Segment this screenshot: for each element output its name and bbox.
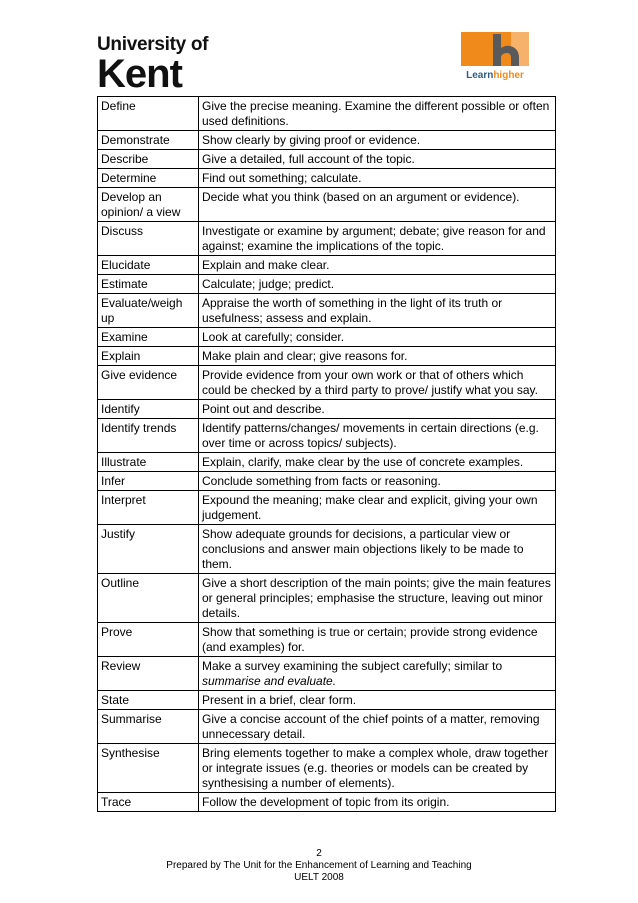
table-row bbox=[98, 623, 556, 657]
term-cell: Describe bbox=[98, 150, 199, 169]
definition-cell bbox=[199, 131, 556, 150]
definition-cell bbox=[199, 294, 556, 328]
definition-text: Show adequate grounds for decisions, a particular view or conclusions and answer main objections likely to be made to them. bbox=[202, 527, 524, 571]
page-footer bbox=[0, 848, 638, 884]
definition-text: Give a detailed, full account of the topic. bbox=[202, 152, 415, 166]
table-row bbox=[98, 691, 556, 710]
term-cell: Prove bbox=[98, 623, 199, 657]
term-cell: Give evidence bbox=[98, 366, 199, 400]
table-row bbox=[98, 400, 556, 419]
table-row bbox=[98, 453, 556, 472]
term-cell: Define bbox=[98, 97, 199, 131]
term-cell: Identify trends bbox=[98, 419, 199, 453]
definition-cell bbox=[199, 347, 556, 366]
definition-cell bbox=[199, 574, 556, 623]
table-row bbox=[98, 657, 556, 691]
term-cell: Illustrate bbox=[98, 453, 199, 472]
term-cell: Explain bbox=[98, 347, 199, 366]
logo-line2: Kent bbox=[97, 52, 182, 96]
table-row bbox=[98, 366, 556, 400]
table-row bbox=[98, 275, 556, 294]
term-cell: Determine bbox=[98, 169, 199, 188]
table-row bbox=[98, 294, 556, 328]
definition-cell bbox=[199, 275, 556, 294]
definition-cell bbox=[199, 328, 556, 347]
definition-cell bbox=[199, 188, 556, 222]
table-row bbox=[98, 150, 556, 169]
term-cell: Trace bbox=[98, 793, 199, 812]
table-row bbox=[98, 419, 556, 453]
term-cell: Discuss bbox=[98, 222, 199, 256]
term-cell: Review bbox=[98, 657, 199, 691]
table-row bbox=[98, 525, 556, 574]
definition-cell bbox=[199, 222, 556, 256]
definition-text: Make plain and clear; give reasons for. bbox=[202, 349, 408, 363]
definition-cell bbox=[199, 623, 556, 657]
definition-text: Calculate; judge; predict. bbox=[202, 277, 335, 291]
definition-cell bbox=[199, 525, 556, 574]
definition-text: Investigate or examine by argument; debate; give reason for and against; examine the implications of the topic. bbox=[202, 224, 546, 253]
table-row bbox=[98, 222, 556, 256]
table-row bbox=[98, 710, 556, 744]
term-cell: Justify bbox=[98, 525, 199, 574]
definition-text: Point out and describe. bbox=[202, 402, 325, 416]
term-cell: Infer bbox=[98, 472, 199, 491]
definition-text: Conclude something from facts or reasoning. bbox=[202, 474, 441, 488]
term-cell: Examine bbox=[98, 328, 199, 347]
definition-text: Provide evidence from your own work or that of others which could be checked by a third party to prove/ justify what you say. bbox=[202, 368, 538, 397]
definition-cell bbox=[199, 491, 556, 525]
table-row bbox=[98, 793, 556, 812]
definition-text: Find out something; calculate. bbox=[202, 171, 362, 185]
definition-cell bbox=[199, 657, 556, 691]
terms-table bbox=[97, 96, 556, 812]
definition-cell bbox=[199, 150, 556, 169]
term-cell: State bbox=[98, 691, 199, 710]
definition-italic-text: summarise and evaluate. bbox=[202, 674, 337, 688]
term-cell: Interpret bbox=[98, 491, 199, 525]
learnhigher-wordmark bbox=[459, 70, 531, 81]
definition-cell bbox=[199, 691, 556, 710]
definition-cell bbox=[199, 97, 556, 131]
definition-cell bbox=[199, 256, 556, 275]
table-row bbox=[98, 131, 556, 150]
terms-table-body bbox=[98, 97, 556, 812]
definition-cell bbox=[199, 472, 556, 491]
definition-text: Show that something is true or certain; provide strong evidence (and examples) for. bbox=[202, 625, 538, 654]
definition-text: Give a concise account of the chief points of a matter, removing unnecessary detail. bbox=[202, 712, 540, 741]
term-cell: Outline bbox=[98, 574, 199, 623]
learnhigher-part1: Learn bbox=[466, 70, 494, 81]
term-cell: Estimate bbox=[98, 275, 199, 294]
definition-cell bbox=[199, 744, 556, 793]
term-cell: Synthesise bbox=[98, 744, 199, 793]
term-cell: Demonstrate bbox=[98, 131, 199, 150]
footer-line2: UELT 2008 bbox=[294, 872, 344, 883]
page-header bbox=[0, 0, 638, 96]
university-of-kent-logo bbox=[97, 34, 209, 96]
definition-text: Present in a brief, clear form. bbox=[202, 693, 357, 707]
term-cell: Summarise bbox=[98, 710, 199, 744]
table-row bbox=[98, 574, 556, 623]
term-cell: Evaluate/weigh up bbox=[98, 294, 199, 328]
definition-text: Explain and make clear. bbox=[202, 258, 330, 272]
definition-cell bbox=[199, 710, 556, 744]
definition-text: Look at carefully; consider. bbox=[202, 330, 345, 344]
definition-text: Make a survey examining the subject carefully; similar to bbox=[202, 659, 503, 673]
definition-text: Appraise the worth of something in the light of its truth or usefulness; assess and explain. bbox=[202, 296, 503, 325]
definition-cell bbox=[199, 366, 556, 400]
table-row bbox=[98, 744, 556, 793]
definition-cell bbox=[199, 419, 556, 453]
learnhigher-logo bbox=[459, 30, 531, 82]
definition-text: Follow the development of topic from its origin. bbox=[202, 795, 450, 809]
definition-text: Explain, clarify, make clear by the use of concrete examples. bbox=[202, 455, 524, 469]
learnhigher-part2: higher bbox=[493, 70, 524, 81]
definition-text: Bring elements together to make a complex whole, draw together or integrate issues (e.g. theories or models can be created by synthesising a number of elements). bbox=[202, 746, 549, 790]
definition-cell bbox=[199, 169, 556, 188]
table-row bbox=[98, 169, 556, 188]
table-row bbox=[98, 347, 556, 366]
definition-cell bbox=[199, 453, 556, 472]
definition-text: Identify patterns/changes/ movements in certain directions (e.g. over time or across topics/ subjects). bbox=[202, 421, 539, 450]
term-cell: Develop an opinion/ a view bbox=[98, 188, 199, 222]
term-cell: Identify bbox=[98, 400, 199, 419]
table-row bbox=[98, 256, 556, 275]
definition-cell bbox=[199, 793, 556, 812]
table-row bbox=[98, 491, 556, 525]
learnhigher-mark-icon bbox=[459, 30, 531, 70]
definition-text: Show clearly by giving proof or evidence. bbox=[202, 133, 421, 147]
term-cell: Elucidate bbox=[98, 256, 199, 275]
definition-text: Give a short description of the main points; give the main features or general principles; emphasise the structure, leaving out minor details. bbox=[202, 576, 551, 620]
logo-line1: University of bbox=[97, 34, 209, 55]
table-row bbox=[98, 97, 556, 131]
definition-text: Give the precise meaning. Examine the different possible or often used definitions. bbox=[202, 99, 550, 128]
table-row bbox=[98, 328, 556, 347]
definition-text: Decide what you think (based on an argument or evidence). bbox=[202, 190, 520, 204]
table-row bbox=[98, 188, 556, 222]
definition-text: Expound the meaning; make clear and explicit, giving your own judgement. bbox=[202, 493, 538, 522]
table-row bbox=[98, 472, 556, 491]
footer-line1: Prepared by The Unit for the Enhancement of Learning and Teaching bbox=[166, 860, 472, 871]
page-number: 2 bbox=[316, 848, 322, 859]
definition-cell bbox=[199, 400, 556, 419]
